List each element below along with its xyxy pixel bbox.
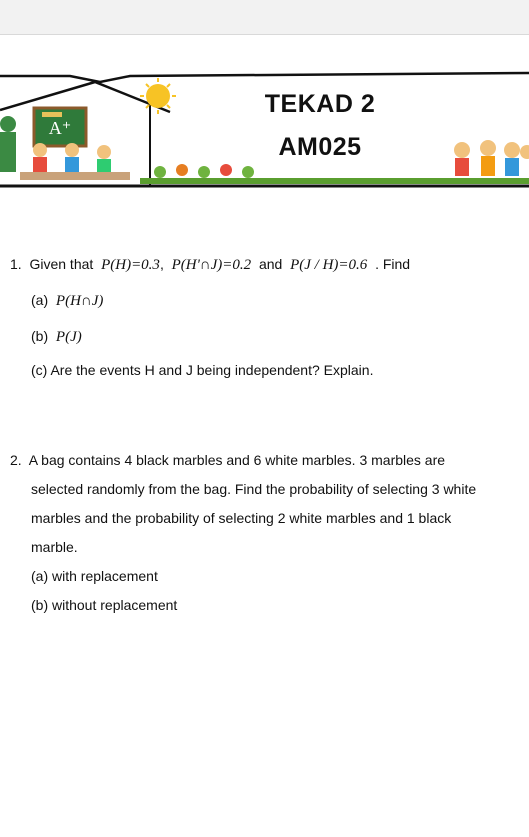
page-title: TEKAD 2: [264, 90, 376, 118]
question-1-number: 1.: [10, 256, 22, 272]
question-2-number: 2.: [10, 452, 22, 468]
q2-part-b: (b) without replacement: [31, 597, 178, 613]
q2-line1-text: A bag contains 4 black marbles and 6 white marbles. 3 marbles are: [28, 452, 446, 468]
q1-part-a: [31, 290, 103, 311]
question-2-line-2: selected randomly from the bag. Find the probability of selecting 3 white: [31, 481, 477, 497]
q1-b-expr: P(J): [55, 329, 82, 345]
q2-part-a: (a) with replacement: [31, 568, 158, 584]
q1-b-label: (b): [31, 328, 49, 344]
question-1-stem: 1. Given that P(H)=0.3, P(H'∩J)=0.2 and P(J / H)=0.6 . Find: [10, 256, 411, 273]
q1-c-label: (c): [31, 362, 48, 378]
q1-part-c: [31, 360, 373, 380]
page-subtitle: AM025: [278, 133, 362, 161]
q1-a-label: (a): [31, 292, 49, 308]
grass-illustration: [140, 164, 529, 184]
q1-part-b: [31, 326, 82, 347]
question-2-line-1: [10, 452, 445, 468]
house-outline-icon: [0, 73, 529, 82]
q1-and: and: [258, 256, 283, 272]
q1-a-expr: P(H∩J): [55, 293, 104, 309]
svg-text:A⁺: A⁺: [48, 118, 72, 138]
question-2-line-3: marbles and the probability of selecting 2 white marbles and 1 black: [31, 510, 452, 526]
q1-expr2: P(H'∩J)=0.2: [171, 257, 252, 273]
q1-lead: Given that: [29, 256, 94, 272]
q1-expr3: P(J / H)=0.6: [290, 257, 368, 273]
q1-find: . Find: [375, 256, 411, 272]
q1-c-text: Are the events H and J being independent? Explain.: [50, 362, 374, 378]
q1-expr1: P(H)=0.3: [101, 257, 160, 273]
question-2-line-4: marble.: [31, 539, 78, 555]
